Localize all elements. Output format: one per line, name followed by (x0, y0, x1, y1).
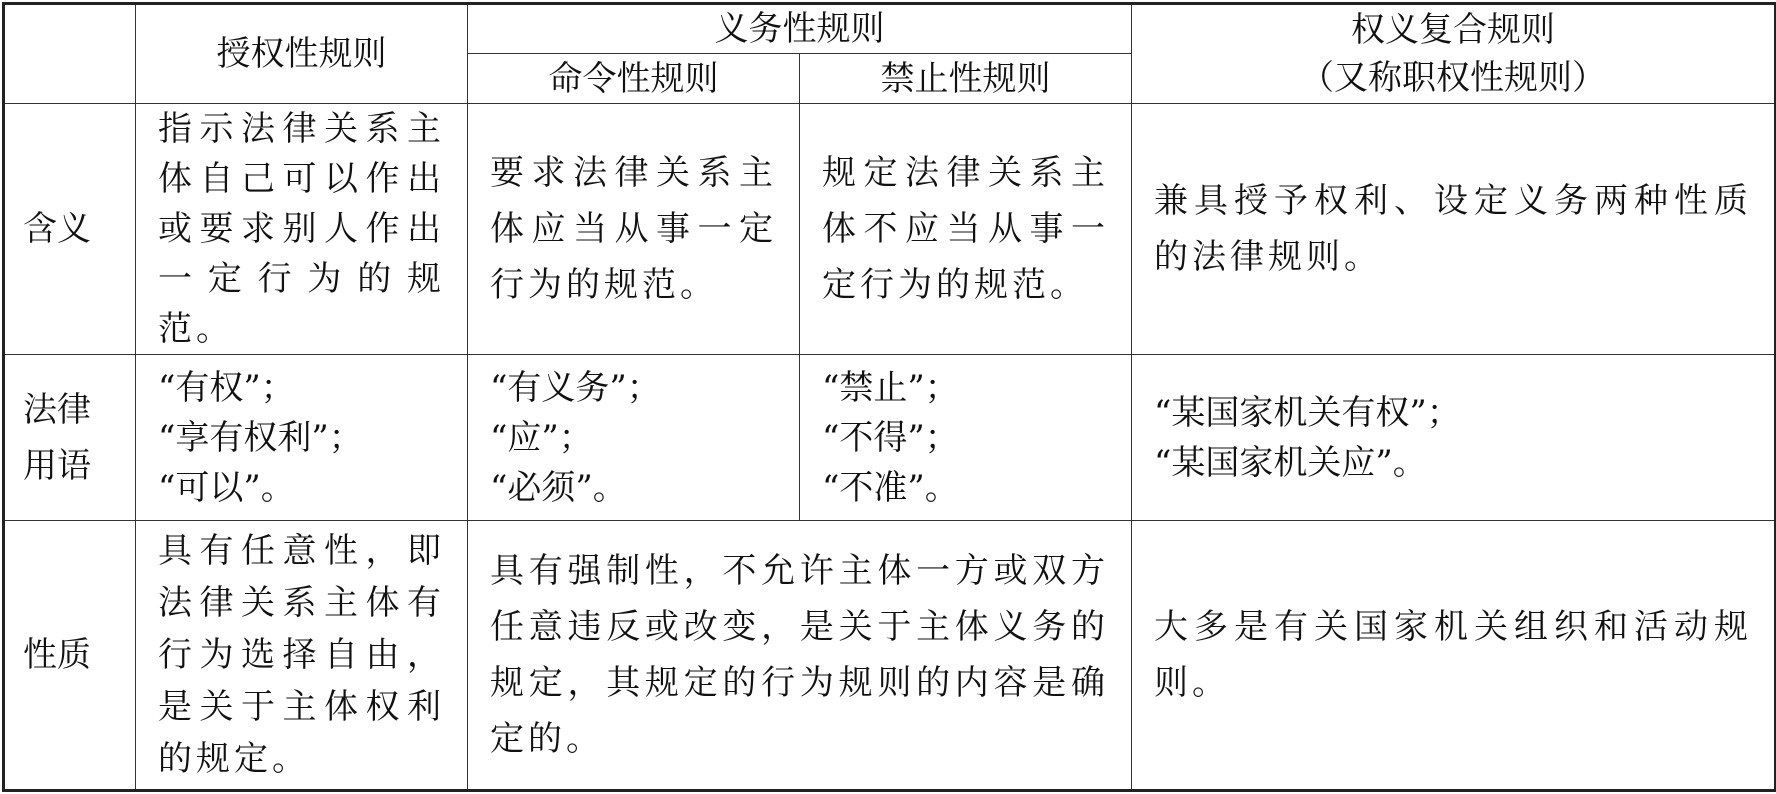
term-item: “有权”； (158, 367, 295, 408)
row-nature (4, 521, 1776, 791)
legal-rules-table (2, 2, 1776, 792)
meaning-command: 要求法律关系主体应当从事一定行为的规范。 (468, 104, 800, 355)
header-compound-line1: 权义复合规则 (1351, 10, 1555, 50)
meaning-authorizing: 指示法律关系主体自己可以作出或要求别人作出一定行为的规范。 (136, 104, 468, 355)
term-item: “必须”。 (490, 467, 627, 508)
label-terms-line1: 法律 (23, 389, 91, 430)
term-item: “应”； (490, 417, 593, 458)
term-item: “可以”。 (158, 467, 295, 508)
label-meaning: 含义 (4, 104, 136, 355)
term-item: “享有权利”； (158, 417, 363, 458)
term-item: “不得”； (822, 417, 959, 458)
term-item: “禁止”； (822, 367, 959, 408)
term-item: “不准”。 (822, 467, 959, 508)
nature-obligatory: 具有强制性，不允许主体一方或双方任意违反或改变，是关于主体义务的规定，其规定的行为规则的内容是确定的。 (468, 521, 1132, 791)
terms-compound (1132, 355, 1776, 521)
header-command: 命令性规则 (468, 54, 800, 104)
nature-compound: 大多是有关国家机关组织和活动规则。 (1132, 521, 1776, 791)
term-item: “有义务”； (490, 367, 661, 408)
terms-command (468, 355, 800, 521)
header-prohibitive: 禁止性规则 (800, 54, 1132, 104)
meaning-compound: 兼具授予权利、设定义务两种性质的法律规则。 (1132, 104, 1776, 355)
row-meaning (4, 104, 1776, 355)
header-authorizing: 授权性规则 (136, 4, 468, 104)
corner-cell (4, 4, 136, 104)
label-terms (4, 355, 136, 521)
header-row-1 (4, 4, 1776, 54)
terms-authorizing (136, 355, 468, 521)
terms-prohibitive (800, 355, 1132, 521)
term-item: “某国家机关有权”； (1154, 392, 1461, 433)
header-compound-line2: （又称职权性规则） (1300, 58, 1606, 98)
label-nature: 性质 (4, 521, 136, 791)
row-terms (4, 355, 1776, 521)
meaning-prohibitive: 规定法律关系主体不应当从事一定行为的规范。 (800, 104, 1132, 355)
header-obligatory: 义务性规则 (468, 4, 1132, 54)
nature-authorizing: 具有任意性，即法律关系主体有行为选择自由，是关于主体权利的规定。 (136, 521, 468, 791)
rules-table-container (2, 2, 1774, 792)
header-compound (1132, 4, 1776, 104)
label-terms-line2: 用语 (23, 445, 91, 486)
term-item: “某国家机关应”。 (1154, 442, 1427, 483)
